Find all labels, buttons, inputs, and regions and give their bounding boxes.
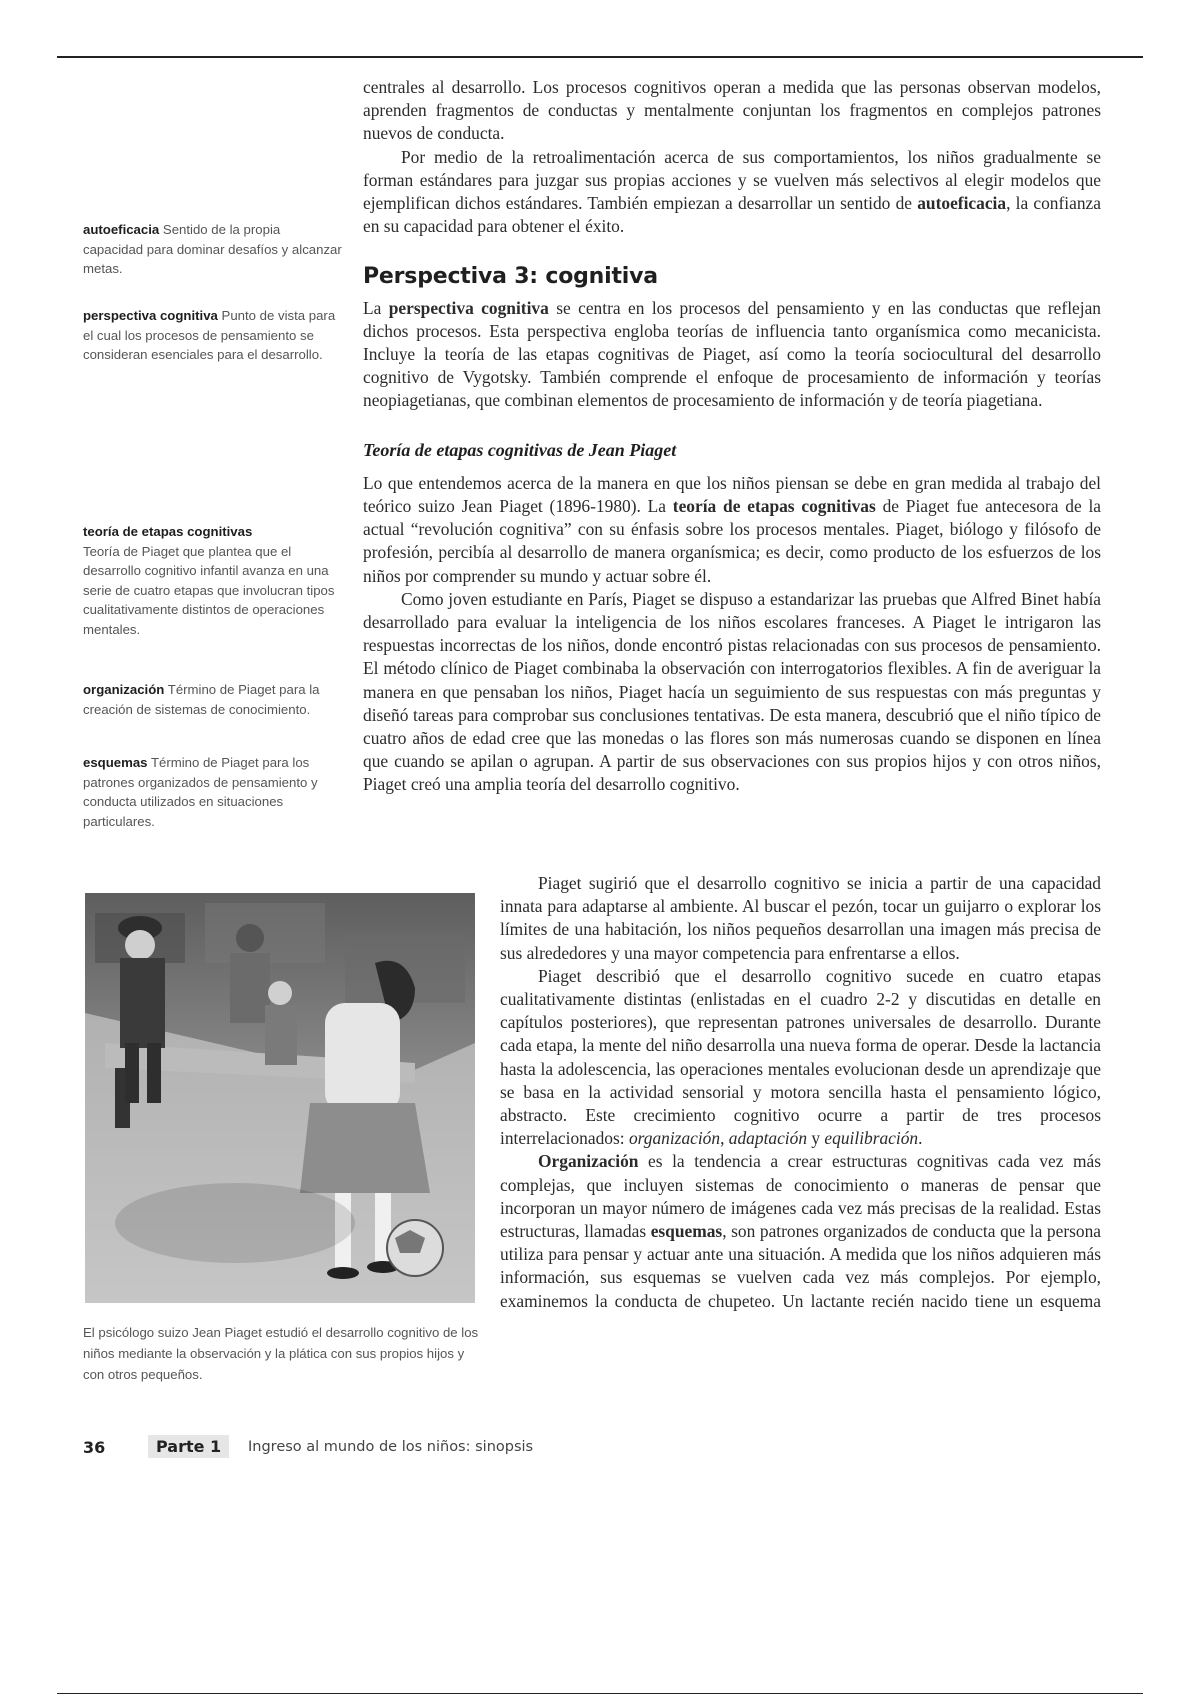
glossary-definition: Término de Piaget para la creación de sistemas de conocimiento. bbox=[83, 682, 320, 717]
glossary-definition: Punto de vista para el cual los procesos de pensamiento se consideran esenciales para el desarrollo. bbox=[83, 308, 336, 362]
paragraph: Lo que entendemos acerca de la manera en que los niños piensan se debe en gran medida al trabajo del teórico suizo Jean Piaget (1896-1980). La teoría de etapas cognitivas de Piaget fue antecesora de la actual “revolución cognitiva” con su énfasis sobre los procesos mentales. Piaget, biólogo y filósofo de profesión, percibía al desarrollo de manera organísmica; es decir, como producto de los esfuerzos de los niños por comprender su mundo y actuar sobre él. bbox=[363, 472, 1102, 586]
glossary-entry bbox=[83, 220, 343, 279]
photo-caption: El psicólogo suizo Jean Piaget estudió el desarrollo cognitivo de los niños mediante la observación y la plática con sus propios hijos y con otros pequeños. bbox=[83, 1325, 479, 1382]
subsection-heading: Teoría de etapas cognitivas de Jean Piaget bbox=[363, 439, 677, 460]
key-term: Organización bbox=[538, 1151, 639, 1172]
glossary-entry bbox=[83, 753, 343, 831]
paragraph: Piaget describió que el desarrollo cognitivo sucede en cuatro etapas cualitativamente distintas (enlistadas en el cuadro 2-2 y discutidas en detalle en capítulos posteriores), que representan patrones universales de desarrollo. Durante cada etapa, la mente del niño desarrolla una nueva forma de operar. Desde la lactancia hasta la adolescencia, las operaciones mentales evolucionan desde un aprendizaje que se basa en la actividad sensorial y motora sencilla hasta el pensamiento lógico, abstracto. Este crecimiento cognitivo ocurre a partir de tres procesos interrelacionados: organización, adaptación y equilibración. bbox=[500, 965, 1101, 1149]
photo-illustration bbox=[85, 893, 475, 1303]
part-label: Parte 1 bbox=[148, 1435, 229, 1458]
page-footer bbox=[83, 1438, 783, 1462]
glossary-term: esquemas bbox=[83, 755, 148, 770]
glossary-entry bbox=[83, 680, 343, 719]
key-term: esquemas bbox=[650, 1221, 723, 1242]
key-term: teoría de etapas cognitivas bbox=[672, 496, 876, 517]
glossary-definition: Término de Piaget para los patrones organizados de pensamiento y conducta utilizados en situaciones particulares. bbox=[83, 755, 318, 829]
top-rule bbox=[57, 56, 1143, 58]
key-term: perspectiva cognitiva bbox=[388, 297, 549, 318]
paragraph: Por medio de la retroalimentación acerca de sus comportamientos, los niños gradualmente se forman estándares para juzgar sus propias acciones y se vuelven más selectivos al elegir modelos que ejemplifican dichos estándares. También empiezan a desarrollar un sentido de autoeficacia, la confianza en su capacidad para obtener el éxito. bbox=[363, 146, 1101, 237]
paragraph: La perspectiva cognitiva se centra en los procesos del pensamiento y en las conductas que reflejan dichos procesos. Esta perspectiva engloba teorías de influencia tanto organísmica como mecanicista. Incluye la teoría de las etapas cognitivas de Piaget, así como la teoría sociocultural del desarrollo cognitivo de Vygotsky. También comprende el enfoque de procesamiento de información y teorías neopiagetianas, que combinan elementos de procesamiento de información y de teoría piagetiana. bbox=[363, 297, 1101, 411]
glossary-term: perspectiva cognitiva bbox=[83, 308, 218, 323]
piaget-photo bbox=[85, 893, 475, 1303]
glossary-term: teoría de etapas cognitivas bbox=[83, 524, 253, 539]
key-term: autoeficacia bbox=[917, 193, 1007, 214]
glossary-definition: Teoría de Piaget que plantea que el desarrollo cognitivo infantil avanza en una serie de cuatro etapas que involucran tipos cualitativamente distintos de operaciones mentales. bbox=[83, 543, 335, 637]
section-heading: Perspectiva 3: cognitiva bbox=[363, 264, 658, 290]
bottom-rule bbox=[57, 1693, 1143, 1694]
glossary-term: autoeficacia bbox=[83, 222, 160, 237]
glossary-entry bbox=[83, 306, 343, 365]
glossary-entry bbox=[83, 522, 343, 639]
main-column-lower bbox=[500, 872, 1101, 1313]
paragraph: Organización es la tendencia a crear estructuras cognitivas cada vez más complejas, que incluyen sistemas de conocimiento o maneras de pensar que incorporan un mayor número de imágenes cada vez más precisas de la realidad. Estas estructuras, llamadas esquemas, son patrones organizados de conducta que la persona utiliza para pensar y actuar ante una situación. A medida que los niños adquieren más información, sus esquemas se vuelven cada vez más complejos. Por ejemplo, examinemos la conducta de chupeteo. Un lactante recién nacido tiene un esquema bbox=[500, 1151, 1101, 1311]
paragraph: Piaget sugirió que el desarrollo cognitivo se inicia a partir de una capacidad innata para adaptarse al ambiente. Al buscar el pezón, tocar un guijarro o explorar los límites de una habitación, los niños pequeños desarrollan una imagen más precisa de sus alrededores y una mayor competencia para enfrentarse a ellos. bbox=[500, 873, 1101, 963]
page-number: 36 bbox=[83, 1438, 106, 1457]
paragraph: centrales al desarrollo. Los procesos cognitivos operan a medida que las personas observan modelos, aprenden fragmentos de conductas y mentalmente conjuntan los fragmentos en complejos patrones nuevos de conducta. bbox=[363, 77, 1101, 144]
glossary-definition: Sentido de la propia capacidad para dominar desafíos y alcanzar metas. bbox=[83, 222, 342, 276]
paragraph: Como joven estudiante en París, Piaget se dispuso a estandarizar las pruebas que Alfred Binet había desarrollado para evaluar la inteligencia de los niños escolares franceses. A Piaget le intrigaron las respuestas incorrectas de los niños, donde encontró pistas relacionadas con sus procesos de pensamiento. El método clínico de Piaget combinaba la observación con interrogatorios flexibles. A fin de averiguar la manera en que pensaban los niños, Piaget hacía un seguimiento de sus respuestas con más preguntas y diseñó tareas para comprobar sus conclusiones tentativas. De esta manera, descubrió que el niño típico de cuatro años de edad cree que las monedas o las flores son más numerosas cuando se disponen en línea que cuando se apilan o agrupan. A partir de sus observaciones con sus propios hijos y con otros niños, Piaget creó una amplia teoría del desarrollo cognitivo. bbox=[363, 588, 1101, 795]
main-column bbox=[363, 76, 1101, 797]
section-title: Ingreso al mundo de los niños: sinopsis bbox=[248, 1439, 534, 1455]
glossary-term: organización bbox=[83, 682, 165, 697]
